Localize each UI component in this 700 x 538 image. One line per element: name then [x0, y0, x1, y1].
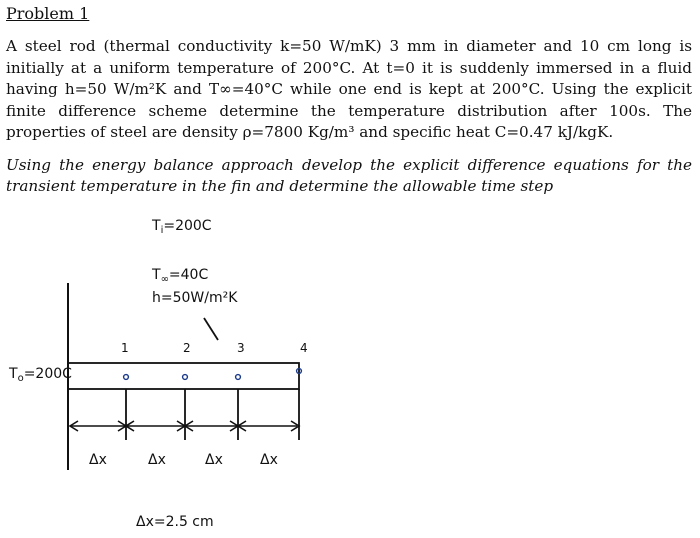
dx-label-3: Δx: [205, 452, 223, 468]
node-label-4: 4: [300, 341, 308, 355]
dx-label-1: Δx: [89, 452, 107, 468]
initial-temperature-label: $T_i=200C$: [152, 218, 212, 236]
problem-title: Problem 1: [6, 4, 90, 23]
ambient-temperature-label: $T_\infty=40C$: [152, 267, 209, 285]
node-dot-2: [183, 375, 188, 380]
convection-pointer: [204, 318, 218, 340]
node-label-3: 3: [237, 341, 245, 355]
grid-spacing-label: Δx=2.5 cm: [136, 514, 214, 530]
base-temperature-label: $T_o=200C$: [9, 366, 72, 384]
node-label-2: 2: [183, 341, 191, 355]
heat-transfer-coefficient-label: h=50W/m²K: [152, 290, 238, 306]
node-dot-1: [124, 375, 129, 380]
dx-label-2: Δx: [148, 452, 166, 468]
node-dot-3: [236, 375, 241, 380]
dx-label-4: Δx: [260, 452, 278, 468]
problem-task: Using the energy balance approach develop the explicit difference equations for the transient temperature in the fin and determine the allowable time step: [6, 156, 692, 195]
problem-statement: A steel rod (thermal conductivity k=50 W/mK) 3 mm in diameter and 10 cm long is initially at a uniform temperature of 200°C. At t=0 it is suddenly immersed in a fluid having h=50 W/m²K and T∞=40°C while one end is kept at 200°C. Using the explicit finite difference scheme determine the temperature distribution after 100s. The properties of steel are density ρ=7800 Kg/m³ and specific heat C=0.47 kJ/kgK.: [6, 37, 692, 141]
node-label-1: 1: [121, 341, 129, 355]
